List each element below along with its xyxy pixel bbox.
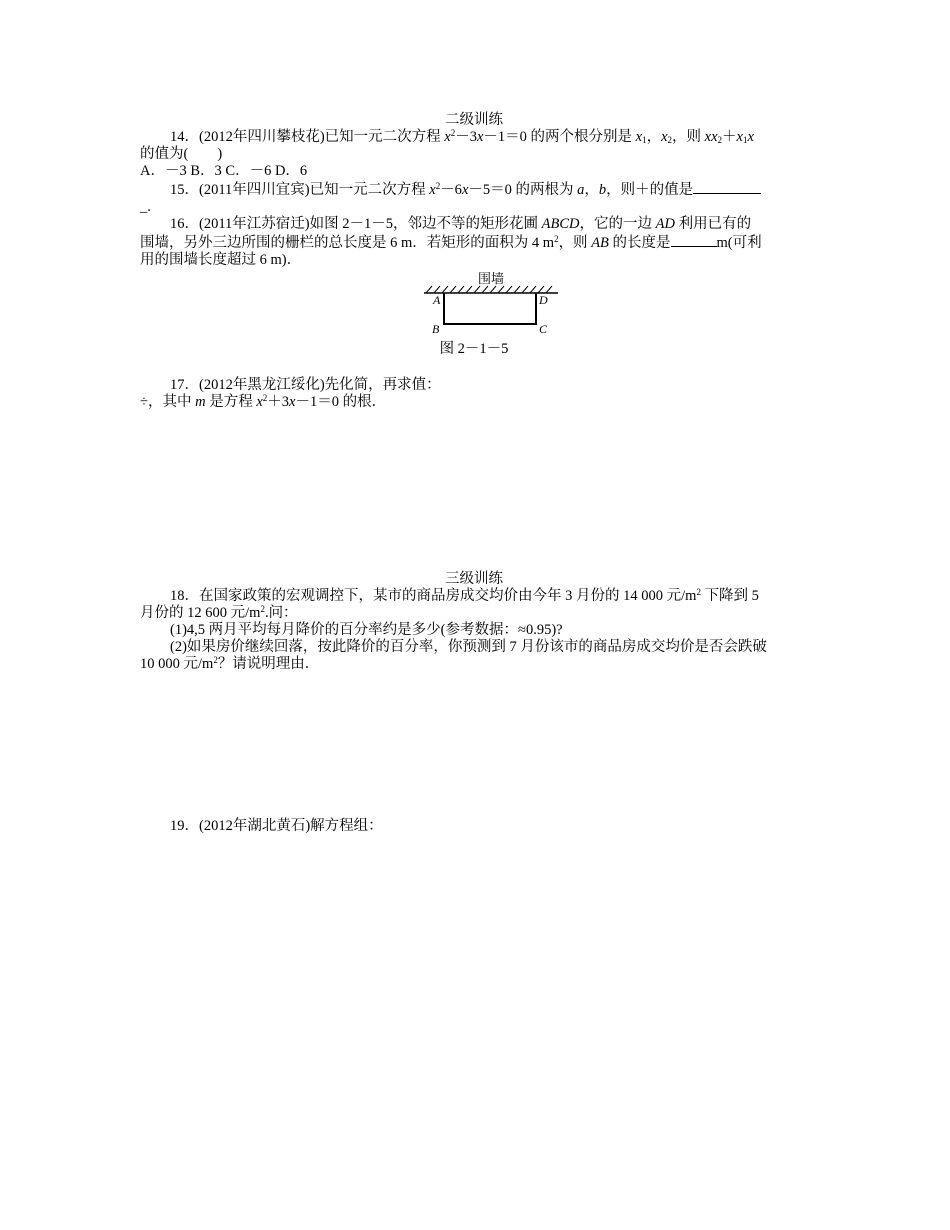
var-x: x: [461, 182, 469, 198]
question-16: [140, 216, 808, 233]
question-18: [140, 588, 808, 605]
superscript: 2: [435, 181, 441, 191]
q15-text: 已知一元二次方程: [309, 182, 430, 198]
q15-source: (2011年四川宜宾): [199, 182, 310, 198]
figure-2-1-5: [140, 271, 808, 359]
q18-part2-line2: [140, 656, 808, 673]
answer-blank[interactable]: [693, 180, 761, 194]
superscript: 2: [696, 587, 701, 597]
var-ab: AB: [591, 235, 609, 251]
q18-number: 18．: [170, 588, 199, 604]
answer-space: [140, 673, 808, 818]
subscript: 1: [642, 135, 647, 145]
q16-text: ，它的一边: [579, 216, 656, 232]
document-page: [140, 112, 808, 835]
subscript: 1: [742, 135, 748, 145]
superscript: 2: [262, 393, 268, 403]
q19-number: 19．: [170, 818, 199, 834]
label-a: A: [433, 293, 441, 307]
label-c: C: [539, 322, 548, 336]
question-14: [140, 129, 808, 146]
q17-number: 17．: [170, 377, 199, 393]
var-x1: x: [635, 129, 643, 145]
q16-source: (2011年江苏宿迁): [199, 216, 310, 232]
q16-text: 利用已有的: [674, 216, 752, 232]
q15-line2: _.: [140, 199, 151, 215]
q19-text: 解方程组：: [310, 818, 383, 834]
q16-line3: 用的围墙长度超过 6 m)．: [140, 252, 302, 268]
var-x: x: [289, 394, 296, 410]
q17-line2: [140, 394, 808, 411]
q15-number: 15．: [170, 182, 199, 198]
q16-text: 围墙，另外三边所围的栅栏的总长度是 6 m．若矩形的面积为 4 m: [140, 235, 555, 251]
var-x: x: [476, 129, 484, 145]
q18-text: 下降到 5: [700, 588, 759, 604]
answer-blank[interactable]: [671, 233, 717, 247]
var-x: x: [429, 182, 436, 198]
question-19: [140, 818, 808, 835]
var-ad: AD: [655, 216, 675, 232]
q16-text: 的长度是: [608, 235, 671, 251]
question-17: [140, 377, 808, 394]
q14-text: ，: [646, 129, 662, 145]
var-x: x: [444, 129, 451, 145]
q14-text: ，则: [672, 129, 705, 145]
label-wall: 围墙: [478, 271, 505, 286]
var-x2: x: [711, 129, 718, 145]
q14-text: －3: [455, 129, 477, 145]
subscript: 2: [667, 135, 673, 145]
question-15: [140, 180, 808, 199]
q19-source: (2012年湖北黄石): [199, 818, 311, 834]
label-b: B: [432, 322, 440, 336]
q15-text: －5＝0 的两根为: [468, 182, 578, 198]
q15-text: ，: [584, 182, 599, 198]
q14-number: 14．: [170, 129, 199, 145]
q16-number: 16．: [170, 216, 199, 232]
section-title-level2: 二级训练: [445, 112, 503, 128]
q14-options: A．－3 B．3 C．－6 D．6: [140, 163, 308, 179]
fence-diagram: [420, 271, 570, 343]
superscript: 2: [450, 128, 456, 138]
q18-part2: (2)如果房价继续回落，按此降价的百分率，你预测到 7 月份该市的商品房成交均价是否会跌破: [170, 639, 767, 655]
var-x2: x: [661, 129, 668, 145]
superscript: 2: [260, 604, 265, 614]
fence-rectangle: [444, 293, 536, 324]
q17-text: ＋3: [267, 394, 290, 410]
q18-line2: [140, 605, 808, 622]
wall-hatching: [426, 286, 552, 293]
var-a: a: [577, 182, 585, 198]
q17-text: ÷，其中: [140, 394, 196, 410]
q18-text: 在国家政策的宏观调控下，某市的商品房成交均价由今年 3 月份的 14 000 元/m: [199, 588, 697, 604]
q14-text: －1＝0 的两个根分别是: [483, 129, 636, 145]
q17-text: 先化简，再求值：: [324, 377, 441, 393]
q14-line2: 的值为( ): [140, 146, 223, 162]
q18-text: 10 000 元/m: [140, 656, 214, 672]
var-x: x: [256, 394, 263, 410]
q18-part1: (1)4,5 两月平均每月降价的百分率约是多少(参考数据：≈0.95)?: [170, 622, 563, 638]
q17-source: (2012年黑龙江绥化): [199, 377, 325, 393]
q16-text: 如图 2－1－5，邻边不等的矩形花圃: [309, 216, 542, 232]
q14-source: (2012年四川攀枝花): [199, 129, 325, 145]
figure-caption: 图 2－1－5: [439, 341, 509, 357]
var-b: b: [598, 182, 607, 198]
answer-space: [140, 411, 808, 571]
var-x: x: [704, 129, 712, 145]
superscript: 2: [554, 234, 559, 244]
q14-text: 已知一元二次方程: [324, 129, 445, 145]
section-title-level3: 三级训练: [445, 571, 503, 587]
q18-text: 月份的 12 600 元/m: [140, 605, 261, 621]
q16-text: ，则: [558, 235, 592, 251]
q17-text: 是方程: [205, 394, 257, 410]
q15-text: ，则＋的值是: [606, 182, 694, 198]
var-abcd: ABCD: [541, 216, 580, 232]
label-d: D: [539, 293, 548, 307]
q14-text: ＋: [722, 129, 737, 145]
q17-text: －1＝0 的根．: [295, 394, 387, 410]
q15-text: －6: [440, 182, 462, 198]
subscript: 2: [717, 135, 723, 145]
q18-text: ？请说明理由．: [217, 656, 320, 672]
var-m: m: [195, 394, 206, 410]
q16-line2: [140, 233, 808, 252]
superscript: 2: [213, 655, 218, 665]
var-x: x: [747, 129, 754, 145]
q18-text: .问：: [264, 605, 298, 621]
q16-text: m(可利: [716, 235, 762, 251]
var-x1: x: [736, 129, 743, 145]
